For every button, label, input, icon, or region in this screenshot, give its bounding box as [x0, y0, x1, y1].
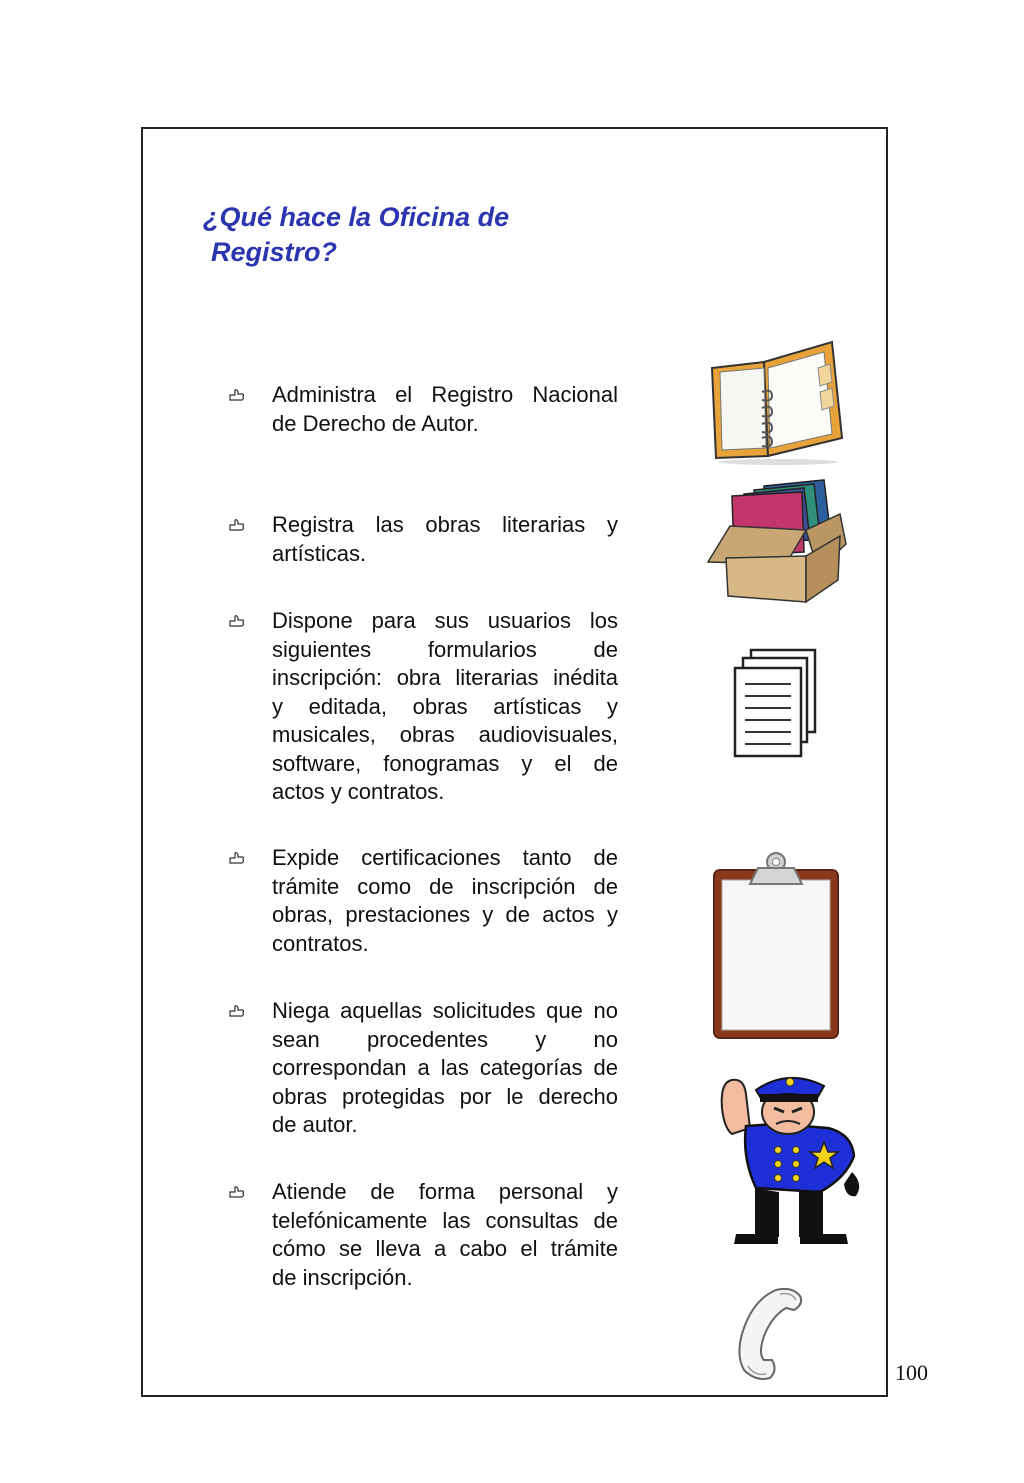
text-line: de autor. [272, 1112, 358, 1137]
text-line: contratos. [272, 930, 369, 956]
list-item-text [272, 381, 618, 438]
text-line: obras, prestaciones y de actos y [272, 902, 618, 927]
list-item-text [272, 607, 618, 807]
pointing-hand-icon [228, 612, 246, 630]
text-line: telefónicamente las consultas de [272, 1207, 618, 1233]
list-item-text [272, 1178, 618, 1292]
text-line: Niega aquellas solicitudes que no [272, 998, 618, 1023]
documents-stack-icon [731, 648, 821, 760]
text-line: de inscripción. [272, 1264, 413, 1290]
text-line: obras protegidas por le derecho [272, 1083, 618, 1109]
text-line: Expide certificaciones tanto de [272, 845, 618, 870]
title-line-2: Registro? [211, 237, 338, 267]
text-line: artísticas. [272, 540, 367, 566]
text-line: trámite como de inscripción de [272, 873, 618, 899]
pointing-hand-icon [228, 386, 246, 404]
pointing-hand-icon [228, 1183, 246, 1201]
box-of-books-icon [706, 478, 850, 606]
text-line: siguientes formularios de [272, 636, 618, 662]
text-line: musicales, obras audiovisuales, [272, 722, 618, 747]
text-line: Dispone para sus usuarios los [272, 608, 618, 633]
pointing-hand-icon [228, 516, 246, 534]
text-line: sean procedentes y no [272, 1026, 618, 1052]
telephone-handset-icon [732, 1286, 808, 1382]
text-line: de Derecho de Autor. [272, 410, 479, 436]
binder-icon [706, 338, 846, 466]
pointing-hand-icon [228, 849, 246, 867]
text-line: Administra el Registro Nacional [272, 382, 618, 407]
text-line: Registra las obras literarias y [272, 512, 618, 537]
clipboard-icon [706, 850, 846, 1046]
list-item-text [272, 844, 618, 958]
text-line: actos y contratos. [272, 779, 445, 804]
text-line: correspondan a las categorías de [272, 1055, 618, 1080]
text-line: software, fonogramas y el de [272, 750, 618, 776]
pointing-hand-icon [228, 1002, 246, 1020]
text-line: y editada, obras artísticas y [272, 693, 618, 719]
text-line: cómo se lleva a cabo el trámite [272, 1236, 618, 1261]
text-line: Atiende de forma personal y [272, 1179, 618, 1204]
police-officer-stop-icon [716, 1068, 868, 1246]
text-line: inscripción: obra literarias inédita [272, 665, 618, 690]
list-item-text [272, 511, 618, 568]
title-line-1: ¿Qué hace la Oficina de [203, 202, 510, 232]
page-number: 100 [895, 1360, 928, 1385]
list-item-text [272, 997, 618, 1140]
page-title [203, 200, 643, 270]
